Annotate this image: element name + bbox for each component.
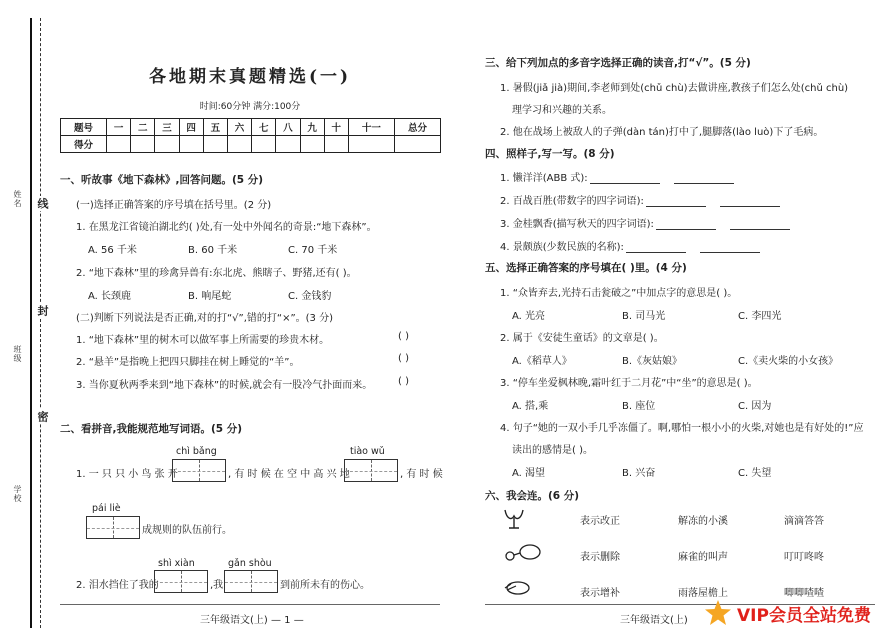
- c4-option-c[interactable]: C. 失望: [738, 468, 772, 479]
- pinyin-q2-part-b: ,我: [210, 580, 224, 591]
- c4-option-a[interactable]: A. 渴望: [512, 468, 546, 479]
- score-cell[interactable]: [395, 136, 441, 153]
- c3-option-b[interactable]: B. 座位: [622, 401, 656, 412]
- section-3-heading: 三、给下列加点的多音字选择正确的读音,打“√”。(5 分): [485, 57, 751, 69]
- q2-option-a[interactable]: A. 长颈鹿: [88, 291, 132, 302]
- pinyin-q1-part-a: 1. 一 只 只 小 鸟 张 开: [76, 469, 178, 480]
- vip-watermark-text: VIP会员全站免费: [737, 605, 871, 626]
- section-4-heading: 四、照样子,写一写。(8 分): [485, 148, 615, 160]
- score-header-cell: 八: [276, 119, 300, 136]
- seal-secret-char: 密: [36, 411, 49, 422]
- polyphone-1-cont: 理学习和兴趣的关系。: [512, 105, 612, 116]
- score-header-cell: 十一: [348, 119, 394, 136]
- c2-option-b[interactable]: B.《灰姑娘》: [622, 356, 683, 367]
- vip-watermark: [703, 598, 871, 628]
- score-header-cell: 四: [179, 119, 203, 136]
- example-2: 2. 百战百胜(带数字的四字词语):: [500, 192, 780, 207]
- section-6-heading: 六、我会连。(6 分): [485, 490, 580, 502]
- section-2-heading: 二、看拼音,我能规范地写词语。(5 分): [60, 423, 243, 435]
- score-header-cell: 题号: [61, 119, 107, 136]
- pinyin-q1-part-d: 成规则的队伍前行。: [142, 525, 232, 536]
- score-header-cell: 七: [252, 119, 276, 136]
- match-sound-3[interactable]: 唧唧喳喳: [784, 588, 824, 599]
- pinyin-shixian: shì xiàn: [158, 558, 195, 569]
- judge-3-answer[interactable]: ( ): [398, 376, 409, 387]
- example-1: 1. 懒洋洋(ABB 式):: [500, 169, 734, 184]
- pinyin-q2-part-c: 到前所未有的伤心。: [280, 580, 370, 591]
- match-sound-1[interactable]: 滴滴答答: [784, 516, 824, 527]
- score-cell[interactable]: [324, 136, 348, 153]
- score-header-cell: 总分: [395, 119, 441, 136]
- pinyin-q1-part-b: , 有 时 候 在 空 中 高 兴 地: [228, 469, 350, 480]
- c1-option-a[interactable]: A. 光亮: [512, 311, 546, 322]
- score-cell[interactable]: [203, 136, 227, 153]
- pinyin-q1-part-c: , 有 时 候: [400, 469, 443, 480]
- page-title: 各地期末真题精选(一): [148, 67, 352, 87]
- score-cell[interactable]: [155, 136, 179, 153]
- seal-seal-char: 封: [36, 305, 49, 316]
- c4-option-b[interactable]: B. 兴奋: [622, 468, 656, 479]
- binding-solid-line: [30, 18, 32, 628]
- match-scene-1[interactable]: 解冻的小溪: [678, 516, 728, 527]
- right-footer: 三年级语文(上): [620, 615, 688, 626]
- question-1-1: 1. 在黑龙江省镜泊湖北约( )处,有一处中外闻名的奇景:“地下森林”。: [76, 222, 377, 233]
- judge-3: 3. 当你夏秋两季来到“地下森林”的时候,就会有一股冷气扑面而来。: [76, 380, 373, 391]
- choice-2: 2. 属于《安徒生童话》的文章是( )。: [500, 333, 664, 344]
- pinyin-pailie: pái liè: [92, 503, 121, 514]
- score-header-cell: 一: [107, 119, 131, 136]
- score-header-cell: 十: [324, 119, 348, 136]
- score-header-cell: 六: [227, 119, 251, 136]
- choice-4-cont: 读出的感情是( )。: [512, 445, 593, 456]
- section-1-heading: 一、听故事《地下森林》,回答问题。(5 分): [60, 174, 264, 186]
- judge-2: 2. “悬羊”是指晚上把四只脚挂在树上睡觉的“羊”。: [76, 357, 300, 368]
- school-label: 学校: [13, 485, 22, 503]
- example-4: 4. 景颇族(少数民族的名称):: [500, 238, 760, 253]
- section-1a-heading: (一)选择正确答案的序号填在括号里。(2 分): [76, 200, 272, 211]
- score-header-cell: 九: [300, 119, 324, 136]
- q1-option-c[interactable]: C. 70 千米: [288, 245, 338, 256]
- score-row-label: 得分: [61, 136, 107, 153]
- choice-1: 1. “众皆弃去,光持石击瓮破之”中加点字的意思是( )。: [500, 288, 738, 299]
- c3-option-c[interactable]: C. 因为: [738, 401, 772, 412]
- c1-option-b[interactable]: B. 司马光: [622, 311, 666, 322]
- score-header-cell: 二: [131, 119, 155, 136]
- c2-option-c[interactable]: C.《卖火柴的小女孩》: [738, 356, 839, 367]
- q2-option-c[interactable]: C. 金钱豹: [288, 291, 332, 302]
- match-meaning-2[interactable]: 表示删除: [580, 552, 620, 563]
- seal-line-char: 线: [36, 198, 49, 209]
- correction-mark-icon: [502, 506, 526, 530]
- insertion-mark-icon: [502, 578, 532, 596]
- pinyin-ganshou: gǎn shòu: [228, 558, 272, 569]
- choice-3: 3. “停车坐爱枫林晚,霜叶红于二月花”中“坐”的意思是( )。: [500, 378, 758, 389]
- answer-grid-shixian[interactable]: [154, 570, 208, 593]
- left-footer-rule: [60, 604, 440, 605]
- binding-dashed-line: [40, 18, 41, 628]
- section-5-heading: 五、选择正确答案的序号填在( )里。(4 分): [485, 262, 687, 274]
- score-cell[interactable]: [252, 136, 276, 153]
- choice-4: 4. 句子“她的一双小手几乎冻僵了。啊,哪怕一根小小的火柴,对她也是有好处的!”应: [500, 423, 864, 434]
- binding-margin: [0, 0, 58, 638]
- q1-option-a[interactable]: A. 56 千米: [88, 245, 137, 256]
- score-cell[interactable]: [300, 136, 324, 153]
- answer-grid-tiaowu[interactable]: [344, 459, 398, 482]
- star-icon: [703, 598, 733, 628]
- match-scene-3[interactable]: 雨落屋檐上: [678, 588, 728, 599]
- c3-option-a[interactable]: A. 搭,乘: [512, 401, 549, 412]
- c2-option-a[interactable]: A.《稻草人》: [512, 356, 572, 367]
- answer-grid-ganshou[interactable]: [224, 570, 278, 593]
- score-cell[interactable]: [107, 136, 131, 153]
- example-3: 3. 金桂飘香(描写秋天的四字词语):: [500, 215, 790, 230]
- score-cell[interactable]: [131, 136, 155, 153]
- score-cell[interactable]: [348, 136, 394, 153]
- score-cell[interactable]: [276, 136, 300, 153]
- score-header-cell: 三: [155, 119, 179, 136]
- name-label: 姓名: [13, 190, 22, 208]
- judge-2-answer[interactable]: ( ): [398, 353, 409, 364]
- deletion-mark-icon: [502, 542, 542, 564]
- question-1-2: 2. “地下森林”里的珍禽异兽有:东北虎、熊瞎子、野猪,还有( )。: [76, 268, 357, 279]
- pinyin-tiaowu: tiào wǔ: [350, 446, 385, 457]
- score-cell[interactable]: [179, 136, 203, 153]
- q1-option-b[interactable]: B. 60 千米: [188, 245, 238, 256]
- judge-1: 1. “地下森林”里的树木可以做军事上所需要的珍贵木材。: [76, 335, 330, 346]
- match-meaning-1[interactable]: 表示改正: [580, 516, 620, 527]
- answer-grid-pailie[interactable]: [86, 516, 140, 539]
- q2-option-b[interactable]: B. 响尾蛇: [188, 291, 232, 302]
- class-label: 班级: [13, 345, 22, 363]
- exam-info: 时间:60分钟 满分:100分: [199, 102, 301, 112]
- pinyin-chibang: chì bǎng: [176, 446, 217, 457]
- polyphone-1: 1. 暑假(jiǎ jià)期间,李老师到处(chǔ chù)去做讲座,教孩子们怎么处(chǔ chù): [500, 83, 849, 94]
- score-cell[interactable]: [227, 136, 251, 153]
- c1-option-c[interactable]: C. 李四光: [738, 311, 782, 322]
- match-scene-2[interactable]: 麻雀的叫声: [678, 552, 728, 563]
- match-meaning-3[interactable]: 表示增补: [580, 588, 620, 599]
- match-sound-2[interactable]: 叮叮咚咚: [784, 552, 824, 563]
- polyphone-2: 2. 他在战场上被敌人的子弹(dàn tán)打中了,腿脚落(lào luò)下了毛病。: [500, 127, 824, 138]
- judge-1-answer[interactable]: ( ): [398, 331, 409, 342]
- answer-grid-chibang[interactable]: [172, 459, 226, 482]
- score-header-cell: 五: [203, 119, 227, 136]
- left-footer: 三年级语文(上) — 1 —: [200, 615, 304, 626]
- pinyin-q2-part-a: 2. 泪水挡住了我的: [76, 580, 159, 591]
- score-table: [60, 118, 441, 153]
- section-1b-heading: (二)判断下列说法是否正确,对的打“√”,错的打“×”。(3 分): [76, 313, 333, 324]
